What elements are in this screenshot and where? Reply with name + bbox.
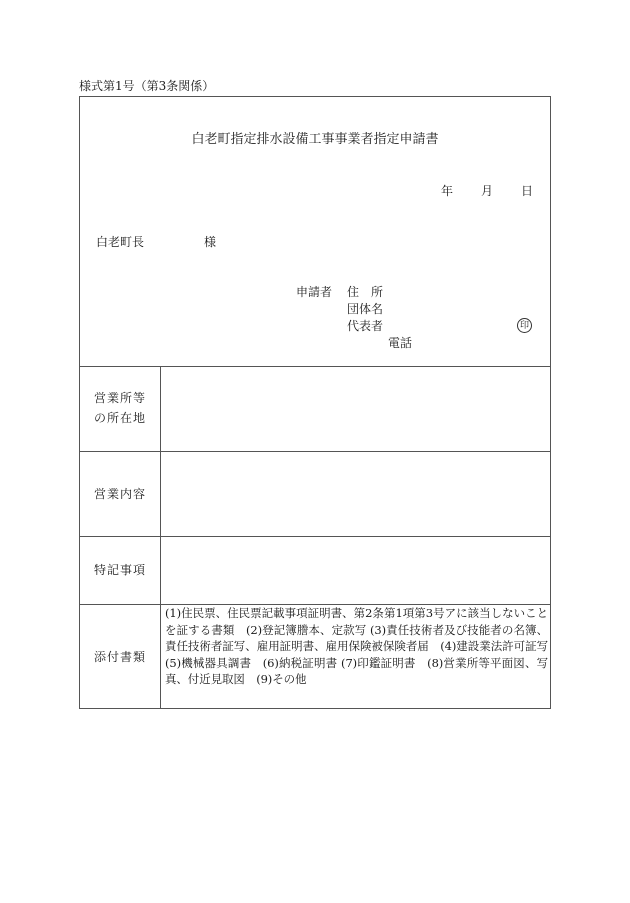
attachments-label: 添付書類 <box>93 650 146 664</box>
phone-label: 電話 <box>388 336 413 350</box>
office-location-label <box>80 388 160 428</box>
office-location-label-line1: 営業所等 <box>93 391 146 405</box>
special-notes-label: 特記事項 <box>93 563 146 577</box>
date-day: 日 <box>521 184 534 198</box>
representative-label: 代表者 <box>347 319 384 333</box>
attachments-list: (1)住民票、住民票記載事項証明書、第2条第1項第3号アに該当しないことを証する書類 (2)登記簿謄本、定款写 (3)責任技術者及び技能者の名簿、責任技術者証写、雇用証明書、雇用保険被保険者届 (4)建設業法許可証写 (5)機械器具調書 (6)納税証明書 (7)印鑑証明書 (8)営業所等平面図、写真、付近見取図 (9)その他 <box>165 606 560 686</box>
date-year: 年 <box>441 184 454 198</box>
divider-header <box>79 366 551 367</box>
form-number: 様式第1号（第3条関係） <box>79 79 215 93</box>
applicant-label: 申請者 <box>296 285 333 299</box>
addressee: 白老町長 <box>96 235 145 249</box>
divider-business <box>79 536 551 537</box>
business-content-label: 営業内容 <box>93 487 146 501</box>
office-location-label-line2: の所在地 <box>93 411 146 425</box>
address-label: 住 所 <box>347 285 384 299</box>
organization-label: 団体名 <box>347 302 384 316</box>
date-month: 月 <box>481 184 494 198</box>
label-column-divider <box>160 366 161 709</box>
honorific: 様 <box>204 235 217 249</box>
document-title: 白老町指定排水設備工事事業者指定申請書 <box>191 132 439 147</box>
divider-office <box>79 451 551 452</box>
seal-mark: 印 <box>517 318 532 333</box>
